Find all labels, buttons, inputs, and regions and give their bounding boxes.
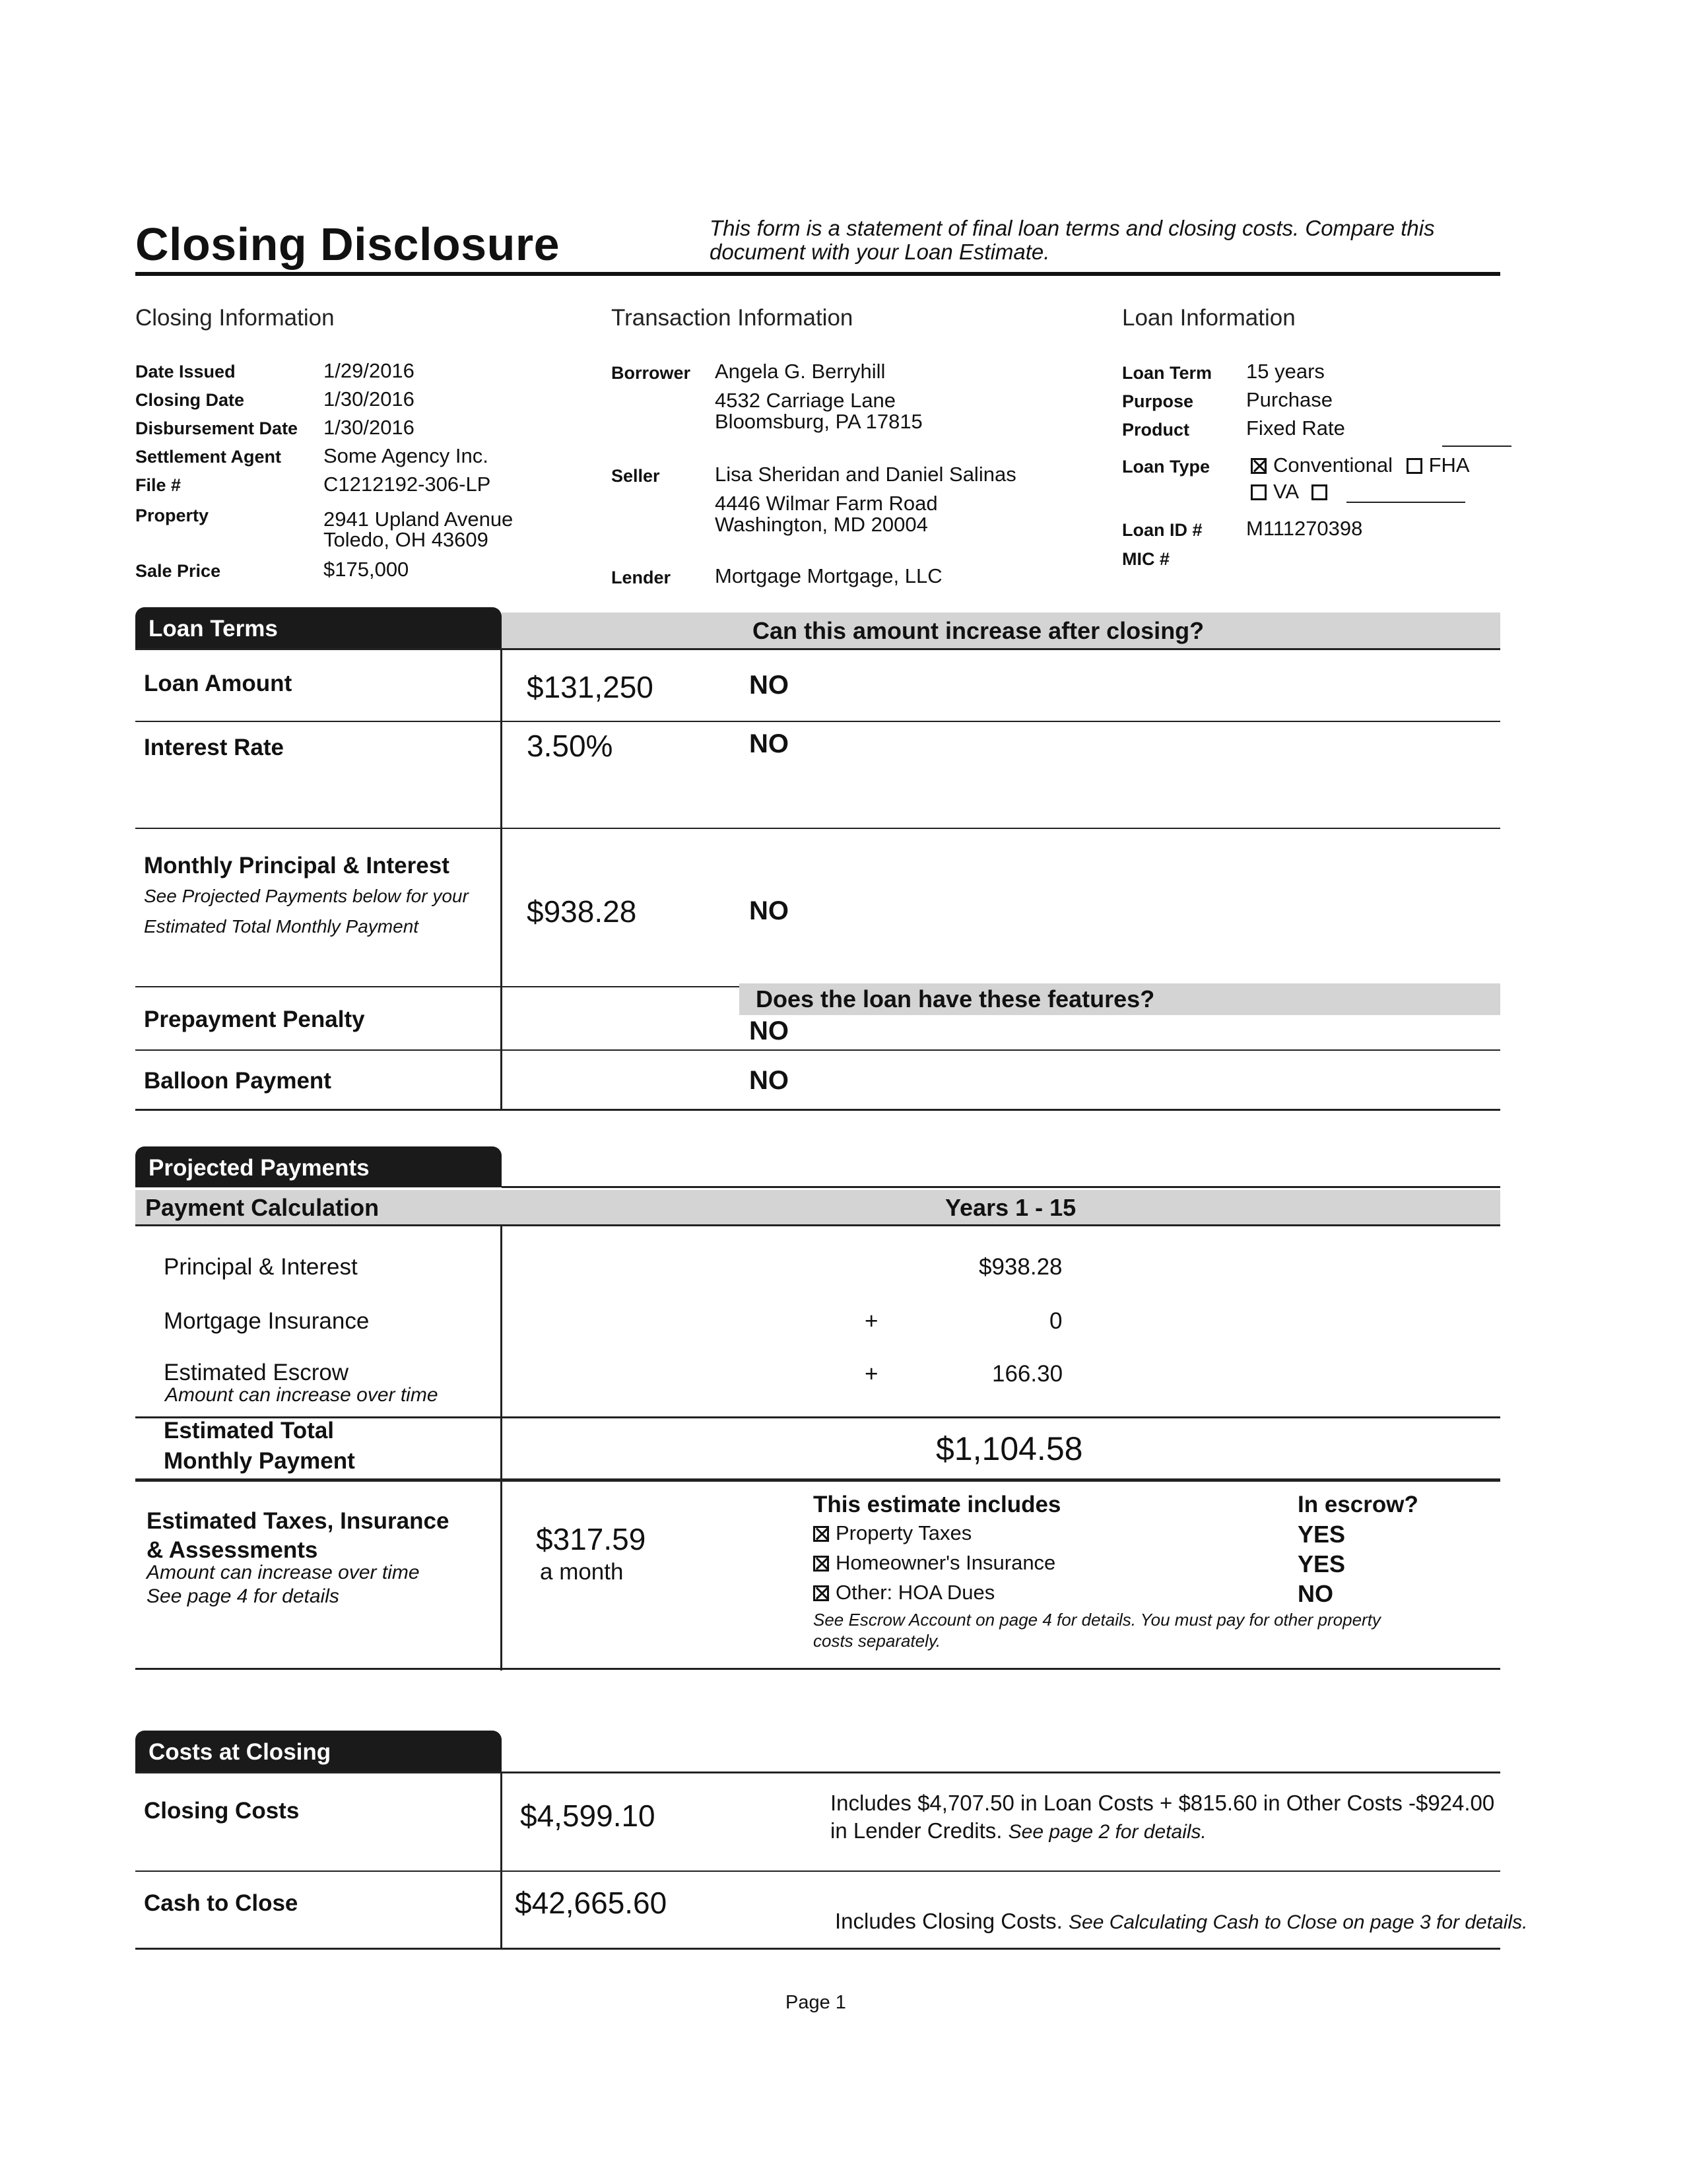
lender-label: Lender <box>611 568 671 587</box>
escrow-footnote2: costs separately. <box>813 1631 941 1651</box>
file-number-value: C1212192-306-LP <box>323 473 491 496</box>
total-label-line2: Monthly Payment <box>164 1448 355 1474</box>
disbursement-date-value: 1/30/2016 <box>323 416 414 439</box>
purpose-value: Purchase <box>1246 388 1333 411</box>
seller-label: Seller <box>611 466 660 486</box>
transaction-info-heading: Transaction Information <box>611 305 853 331</box>
conventional-checkbox <box>1251 458 1267 474</box>
page-number: Page 1 <box>785 1992 846 2013</box>
taxes-label-line2: & Assessments <box>147 1537 318 1563</box>
row-rule <box>135 1049 1500 1051</box>
monthly-pi-note1: See Projected Payments below for your <box>144 886 469 906</box>
title-rule <box>135 272 1500 276</box>
borrower-name: Angela G. Berryhill <box>715 360 886 383</box>
loan-id-label: Loan ID # <box>1122 520 1203 540</box>
subtitle-line: document with your Loan Estimate. <box>710 240 1050 264</box>
form-subtitle <box>710 216 1502 264</box>
mortgage-insurance-value: 0 <box>1049 1308 1063 1334</box>
closing-costs-desc2b: See page 2 for details. <box>1008 1821 1207 1843</box>
subtitle-line: This form is a statement of final loan terms and closing costs. Compare this <box>710 216 1435 240</box>
loan-amount-value: $131,250 <box>527 670 653 704</box>
loan-term-label: Loan Term <box>1122 363 1212 383</box>
mi-plus: + <box>865 1308 879 1334</box>
closing-costs-desc2a: in Lender Credits. <box>830 1818 1003 1843</box>
taxes-note2: See page 4 for details <box>147 1585 339 1607</box>
escrow-value: 166.30 <box>992 1361 1063 1387</box>
pi-value: $938.28 <box>979 1254 1063 1280</box>
include-item <box>813 1581 995 1605</box>
va-label: VA <box>1273 480 1298 503</box>
loan-terms-bottom-rule <box>135 1109 1500 1111</box>
date-issued-value: 1/29/2016 <box>323 359 414 382</box>
closing-costs-label: Closing Costs <box>144 1798 300 1824</box>
cash-to-close-desc <box>835 1909 1527 1934</box>
costs-at-closing-bar: Costs at Closing <box>135 1731 502 1771</box>
loan-info-heading: Loan Information <box>1122 305 1296 331</box>
monthly-pi-answer: NO <box>749 896 789 925</box>
product-label: Product <box>1122 420 1190 440</box>
in-escrow-heading: In escrow? <box>1298 1492 1418 1517</box>
projected-bottom-rule <box>135 1668 1500 1670</box>
product-underline <box>1442 446 1511 447</box>
include-item-label: Other: HOA Dues <box>836 1581 995 1604</box>
include-item-label: Property Taxes <box>836 1521 972 1544</box>
closing-date-value: 1/30/2016 <box>323 387 414 411</box>
settlement-agent-value: Some Agency Inc. <box>323 444 488 467</box>
va-checkbox <box>1251 484 1267 500</box>
balloon-answer: NO <box>749 1066 789 1095</box>
taxes-period: a month <box>540 1559 624 1585</box>
features-question: Does the loan have these features? <box>739 983 1500 1015</box>
escrow-plus: + <box>865 1361 879 1387</box>
seller-address-line2: Washington, MD 20004 <box>715 513 928 536</box>
payment-calculation-label: Payment Calculation <box>145 1194 380 1221</box>
interest-rate-label: Interest Rate <box>144 735 284 760</box>
loan-amount-label: Loan Amount <box>144 671 292 696</box>
homeowners-insurance-checkbox <box>813 1556 829 1572</box>
taxes-note1: Amount can increase over time <box>147 1562 420 1583</box>
loan-terms-bar: Loan Terms <box>135 607 502 648</box>
escrow-footnote1: See Escrow Account on page 4 for details. You must pay for other property <box>813 1610 1381 1630</box>
prepayment-answer: NO <box>749 1016 789 1045</box>
projected-top-rule <box>502 1186 1500 1188</box>
loan-terms-top-rule <box>135 648 1500 650</box>
include-item <box>813 1521 972 1545</box>
closing-info-heading: Closing Information <box>135 305 335 331</box>
pi-label: Principal & Interest <box>164 1254 358 1280</box>
cash-to-close-label: Cash to Close <box>144 1890 298 1916</box>
sale-price-value: $175,000 <box>323 558 409 581</box>
row-rule <box>135 721 1500 722</box>
fha-label: FHA <box>1428 453 1470 477</box>
borrower-address-line2: Bloomsburg, PA 17815 <box>715 410 923 433</box>
mortgage-insurance-label: Mortgage Insurance <box>164 1308 370 1334</box>
monthly-pi-value: $938.28 <box>527 894 637 929</box>
loan-type-label: Loan Type <box>1122 457 1210 477</box>
other-hoa-checkbox <box>813 1585 829 1601</box>
borrower-address-line1: 4532 Carriage Lane <box>715 389 896 412</box>
loan-type-row1 <box>1251 454 1470 476</box>
other-type-blank <box>1346 502 1465 503</box>
include-item-label: Homeowner's Insurance <box>836 1551 1056 1574</box>
loan-id-value: M111270398 <box>1246 517 1363 540</box>
taxes-label-line1: Estimated Taxes, Insurance <box>147 1508 449 1534</box>
total-monthly-value: $1,104.58 <box>936 1430 1083 1467</box>
taxes-amount: $317.59 <box>536 1522 646 1556</box>
loan-type-row2 <box>1251 480 1334 502</box>
lender-name: Mortgage Mortgage, LLC <box>715 564 943 587</box>
payment-calculation-header <box>135 1190 1500 1224</box>
costs-bottom-rule <box>135 1948 1500 1950</box>
date-issued-label: Date Issued <box>135 362 236 381</box>
property-value: 2941 Upland Avenue <box>323 508 514 531</box>
closing-costs-value: $4,599.10 <box>520 1799 655 1833</box>
cash-to-close-value: $42,665.60 <box>515 1886 667 1920</box>
property-city: Toledo, OH 43609 <box>323 528 488 551</box>
interest-rate-answer: NO <box>749 729 789 758</box>
include-item-escrow: YES <box>1298 1521 1346 1548</box>
costs-divider <box>500 1771 502 1950</box>
include-item-escrow: YES <box>1298 1550 1346 1577</box>
fha-checkbox <box>1407 458 1422 474</box>
file-number-label: File # <box>135 475 182 495</box>
include-item <box>813 1551 1055 1575</box>
other-checkbox <box>1311 484 1327 500</box>
escrow-rule <box>135 1416 1500 1418</box>
cash-desc-b: See Calculating Cash to Close on page 3 for details. <box>1069 1911 1528 1933</box>
include-item-escrow: NO <box>1298 1580 1333 1607</box>
row-rule <box>135 828 1500 829</box>
projected-payments-bar: Projected Payments <box>135 1146 502 1187</box>
monthly-pi-label: Monthly Principal & Interest <box>144 853 449 878</box>
loan-term-value: 15 years <box>1246 360 1325 383</box>
total-rule <box>135 1478 1500 1482</box>
loan-amount-answer: NO <box>749 671 789 700</box>
closing-costs-desc1: Includes $4,707.50 in Loan Costs + $815.60 in Other Costs -$924.00 <box>830 1791 1495 1815</box>
escrow-label: Estimated Escrow <box>164 1360 349 1385</box>
product-value: Fixed Rate <box>1246 416 1345 440</box>
costs-top-rule <box>135 1771 1500 1773</box>
calc-header-rule <box>135 1224 1500 1226</box>
monthly-pi-note2: Estimated Total Monthly Payment <box>144 916 419 937</box>
mic-label: MIC # <box>1122 549 1170 569</box>
costs-mid-rule <box>135 1870 1500 1872</box>
page-title: Closing Disclosure <box>135 218 560 270</box>
sale-price-label: Sale Price <box>135 561 221 581</box>
borrower-label: Borrower <box>611 363 691 383</box>
total-label-line1: Estimated Total <box>164 1418 335 1443</box>
settlement-agent-label: Settlement Agent <box>135 447 282 467</box>
closing-costs-desc2 <box>830 1818 1207 1843</box>
conventional-label: Conventional <box>1273 453 1393 477</box>
purpose-label: Purpose <box>1122 391 1194 411</box>
escrow-note: Amount can increase over time <box>165 1384 438 1406</box>
property-label: Property <box>135 506 209 525</box>
prepayment-label: Prepayment Penalty <box>144 1007 365 1032</box>
interest-rate-value: 3.50% <box>527 729 613 763</box>
includes-heading: This estimate includes <box>813 1492 1061 1517</box>
loan-terms-divider <box>500 648 502 1110</box>
projected-divider <box>500 1224 502 1671</box>
disbursement-date-label: Disbursement Date <box>135 418 298 438</box>
closing-date-label: Closing Date <box>135 390 245 410</box>
increase-question: Can this amount increase after closing? <box>502 612 1500 648</box>
seller-name: Lisa Sheridan and Daniel Salinas <box>715 463 1016 486</box>
cash-desc-a: Includes Closing Costs. <box>835 1909 1063 1933</box>
seller-address-line1: 4446 Wilmar Farm Road <box>715 492 938 515</box>
years-range: Years 1 - 15 <box>945 1194 1077 1221</box>
balloon-label: Balloon Payment <box>144 1068 331 1094</box>
property-taxes-checkbox <box>813 1526 829 1542</box>
